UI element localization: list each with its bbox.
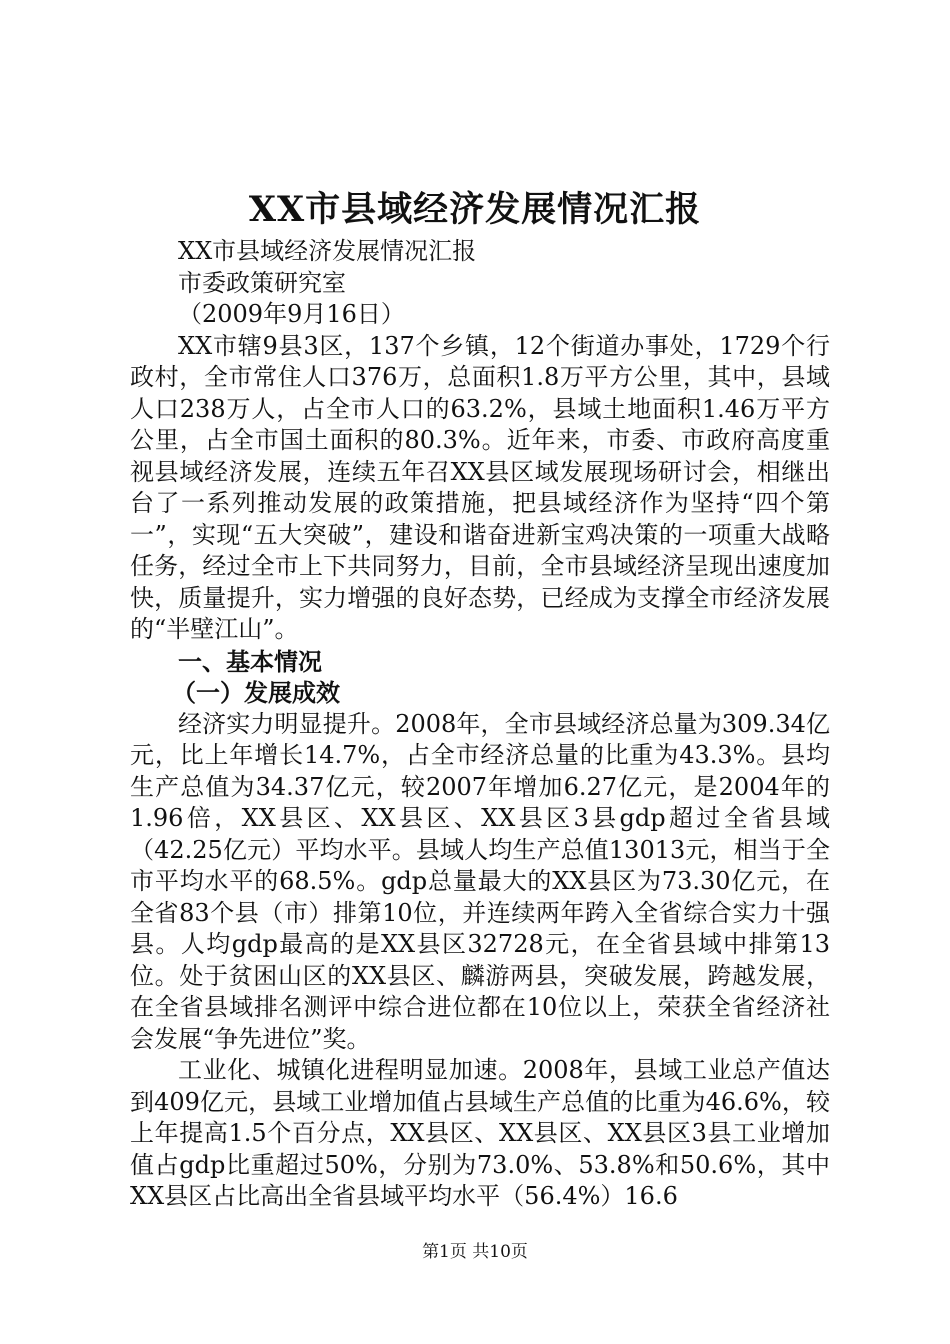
document-subtitle: XX市县域经济发展情况汇报: [178, 237, 477, 265]
document-title: XX市县域经济发展情况汇报: [248, 189, 702, 230]
industrialization-paragraph: 工业化、城镇化进程明显加速。2008年，县域工业总产值达到409亿元，县域工业增加值占县域生产总值的比重为46.6%，较上年提高1.5个百分点，XX县区、XX县区、XX县区3县工业增加值占gdp比重超过50%，分别为73.0%、53.8%和50.6%，其中XX县区占比高出全省县域平均水平（56.4%）16.6: [130, 1056, 830, 1210]
document-body: [130, 236, 830, 1213]
document-date: （2009年9月16日）: [178, 300, 405, 328]
document-author: 市委政策研究室: [178, 268, 346, 297]
subsection-heading: （一）发展成效: [172, 678, 340, 707]
page-footer: 第1页 共10页: [422, 1242, 528, 1262]
intro-paragraph: XX市辖9县3区，137个乡镇，12个街道办事处，1729个行政村，全市常住人口376万，总面积1.8万平方公里，其中，县域人口238万人，占全市人口的63.2%，县域土地面积1.46万平方公里，占全市国土面积的80.3%。近年来，市委、市政府高度重视县域经济发展，连续五年召XX县区域发展现场研讨会，相继出台了一系列推动发展的政策措施，把县域经济作为坚持“四个第一”，实现“五大突破”，建设和谐奋进新宝鸡决策的一项重大战略任务，经过全市上下共同努力，目前，全市县域经济呈现出速度加快，质量提升，实力增强的良好态势，已经成为支撑全市经济发展的“半壁江山”。: [130, 331, 830, 643]
section-heading: 一、基本情况: [178, 646, 322, 676]
economy-paragraph: 经济实力明显提升。2008年，全市县域经济总量为309.34亿元，比上年增长14.7%，占全市经济总量的比重为43.3%。县均生产总值为34.37亿元，较2007年增加6.27亿元，是2004年的1.96倍，XX县区、XX县区、XX县区3县gdp超过全省县域（42.25亿元）平均水平。县域人均生产总值13013元，相当于全市平均水平的68.5%。gdp总量最大的XX县区为73.30亿元，在全省83个县（市）排第10位，并连续两年跨入全省综合实力十强县。人均gdp最高的是XX县区32728元，在全省县域中排第13位。处于贫困山区的XX县区、麟游两县，突破发展，跨越发展，在全省县域排名测评中综合进位都在10位以上，荣获全省经济社会发展“争先进位”奖。: [130, 709, 830, 1053]
